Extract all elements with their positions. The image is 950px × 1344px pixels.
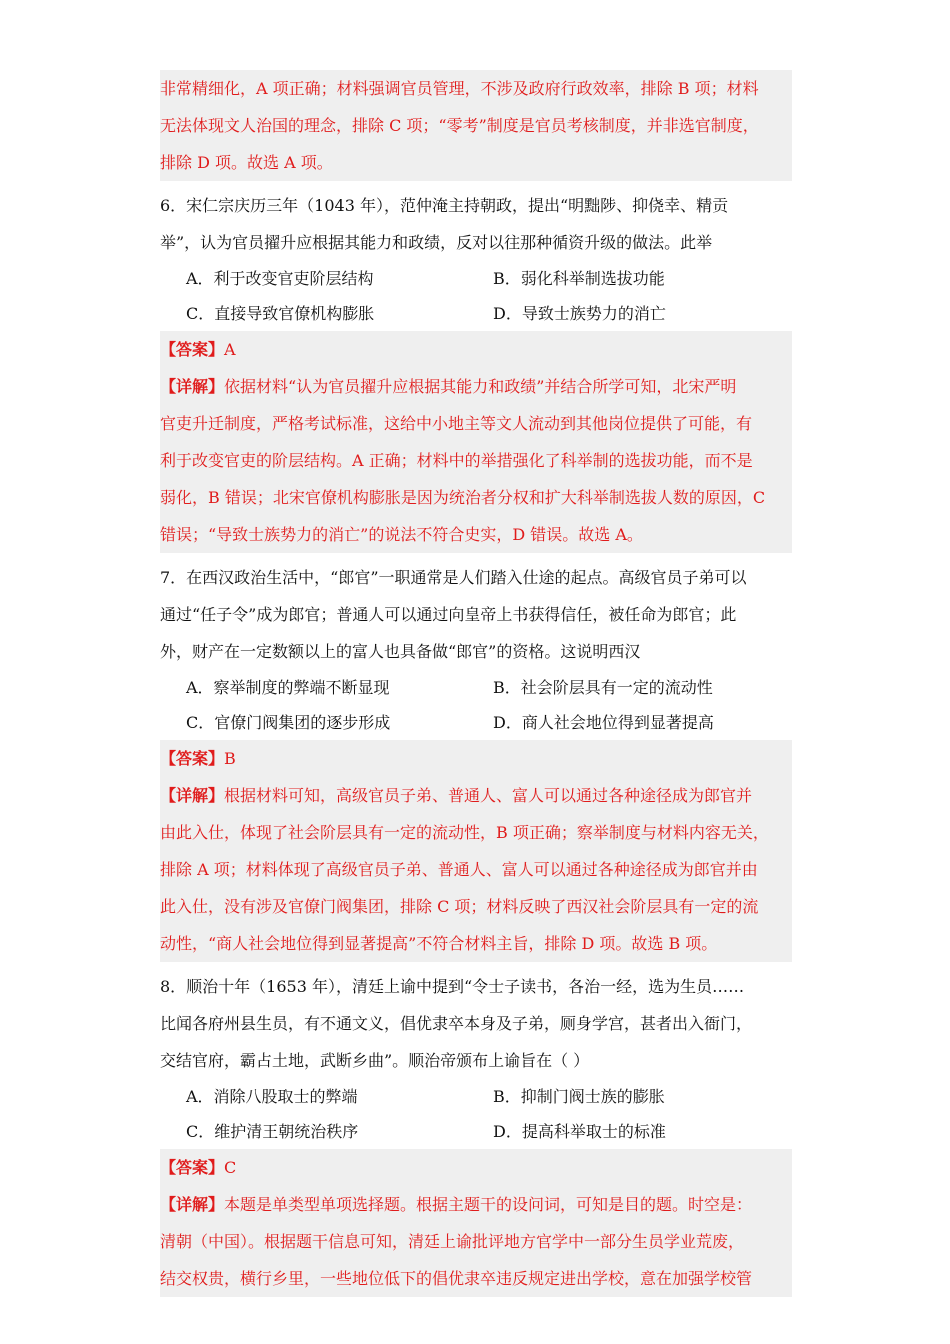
prev-explanation-line: 排除 D 项。故选 A 项。 bbox=[160, 153, 333, 172]
answer-block bbox=[160, 1149, 792, 1297]
option-b: B．社会阶层具有一定的流动性 bbox=[493, 678, 713, 697]
option-c: C．直接导致官僚机构膨胀 bbox=[186, 304, 375, 323]
answer-value: B bbox=[224, 749, 236, 768]
question-stem-line: 6．宋仁宗庆历三年（1043 年），范仲淹主持朝政，提出“明黜陟、抑侥幸、精贡 bbox=[160, 196, 729, 215]
answer-label: 【答案】 bbox=[160, 749, 225, 768]
detail-line: 官吏升迁制度，严格考试标准，这给中小地主等文人流动到其他岗位提供了可能，有 bbox=[160, 414, 753, 433]
answer-label: 【答案】 bbox=[160, 340, 225, 359]
prev-explanation-line: 非常精细化，A 项正确；材料强调官员管理，不涉及政府行政效率，排除 B 项；材料 bbox=[160, 79, 759, 98]
question-stem-line: 交结官府，霸占土地，武断乡曲”。顺治帝颁布上谕旨在（ ） bbox=[160, 1051, 590, 1070]
detail-line: 结交权贵，横行乡里，一些地位低下的倡优隶卒违反规定进出学校，意在加强学校管 bbox=[160, 1269, 753, 1288]
detail-line: 利于改变官吏的阶层结构。A 正确；材料中的举措强化了科举制的选拔功能，而不是 bbox=[160, 451, 753, 470]
detail-label: 【详解】 bbox=[160, 377, 225, 396]
detail-line: 错误；“导致士族势力的消亡”的说法不符合史实，D 错误。故选 A。 bbox=[160, 525, 643, 544]
answer-value: C bbox=[224, 1158, 237, 1177]
detail-line: 由此入仕，体现了社会阶层具有一定的流动性，B 项正确；察举制度与材料内容无关， bbox=[160, 823, 769, 842]
options-row bbox=[160, 296, 792, 331]
detail-line bbox=[160, 368, 792, 405]
answer-line bbox=[160, 331, 792, 368]
detail-line bbox=[160, 777, 792, 814]
question-stem-line: 外，财产在一定数额以上的富人也具备做“郎官”的资格。这说明西汉 bbox=[160, 642, 641, 661]
option-b: B．抑制门阀士族的膨胀 bbox=[493, 1087, 665, 1106]
answer-block bbox=[160, 740, 792, 962]
question-8 bbox=[160, 968, 792, 1297]
answer-label: 【答案】 bbox=[160, 1158, 225, 1177]
question-6 bbox=[160, 187, 792, 553]
detail-label: 【详解】 bbox=[160, 786, 225, 805]
document-content bbox=[160, 70, 792, 1303]
detail-line: 弱化，B 错误；北宋官僚机构膨胀是因为统治者分权和扩大科举制选拔人数的原因，C bbox=[160, 488, 766, 507]
answer-line bbox=[160, 1149, 792, 1186]
question-stem-line: 8．顺治十年（1653 年），清廷上谕中提到“令士子读书，各治一经，选为生员…… bbox=[160, 977, 745, 996]
options-row bbox=[160, 261, 792, 296]
option-d: D．商人社会地位得到显著提高 bbox=[493, 713, 714, 732]
option-c: C．官僚门阀集团的逐步形成 bbox=[186, 713, 391, 732]
question-stem-line: 通过“任子令”成为郎官；普通人可以通过向皇帝上书获得信任，被任命为郎官；此 bbox=[160, 605, 737, 624]
options-row bbox=[160, 670, 792, 705]
question-stem-line: 比闻各府州县生员，有不通文义，倡优隶卒本身及子弟，厕身学宫，甚者出入衙门， bbox=[160, 1014, 753, 1033]
answer-value: A bbox=[224, 340, 236, 359]
option-b: B．弱化科举制选拔功能 bbox=[493, 269, 665, 288]
detail-line: 排除 A 项；材料体现了高级官员子弟、普通人、富人可以通过各种途径成为郎官并由 bbox=[160, 860, 758, 879]
detail-text: 本题是单类型单项选择题。根据主题干的设问词，可知是目的题。时空是： bbox=[224, 1195, 753, 1214]
question-stem-line: 举”，认为官员擢升应根据其能力和政绩，反对以往那种循资升级的做法。此举 bbox=[160, 233, 713, 252]
options-row bbox=[160, 1114, 792, 1149]
question-stem-line: 7．在西汉政治生活中，“郎官”一职通常是人们踏入仕途的起点。高级官员子弟可以 bbox=[160, 568, 747, 587]
detail-text: 根据材料可知，高级官员子弟、普通人、富人可以通过各种途径成为郎官并 bbox=[224, 786, 753, 805]
option-c: C．维护清王朝统治秩序 bbox=[186, 1122, 359, 1141]
options-row bbox=[160, 1079, 792, 1114]
detail-line bbox=[160, 1186, 792, 1223]
option-d: D．导致士族势力的消亡 bbox=[493, 304, 666, 323]
detail-line: 动性，“商人社会地位得到显著提高”不符合材料主旨，排除 D 项。故选 B 项。 bbox=[160, 934, 718, 953]
options-row bbox=[160, 705, 792, 740]
detail-line: 清朝（中国）。根据题干信息可知，清廷上谕批评地方官学中一部分生员学业荒废， bbox=[160, 1232, 745, 1251]
prev-explanation-block bbox=[160, 70, 792, 181]
option-a: A．消除八股取士的弊端 bbox=[186, 1087, 358, 1106]
detail-line: 此入仕，没有涉及官僚门阀集团，排除 C 项；材料反映了西汉社会阶层具有一定的流 bbox=[160, 897, 759, 916]
option-d: D．提高科举取士的标准 bbox=[493, 1122, 666, 1141]
option-a: A．利于改变官吏阶层结构 bbox=[186, 269, 374, 288]
answer-block bbox=[160, 331, 792, 553]
detail-label: 【详解】 bbox=[160, 1195, 225, 1214]
question-7 bbox=[160, 559, 792, 962]
option-a: A．察举制度的弊端不断显现 bbox=[186, 678, 390, 697]
prev-explanation-line: 无法体现文人治国的理念，排除 C 项；“零考”制度是官员考核制度，并非选官制度， bbox=[160, 116, 759, 135]
detail-text: 依据材料“认为官员擢升应根据其能力和政绩”并结合所学可知，北宋严明 bbox=[224, 377, 737, 396]
answer-line bbox=[160, 740, 792, 777]
